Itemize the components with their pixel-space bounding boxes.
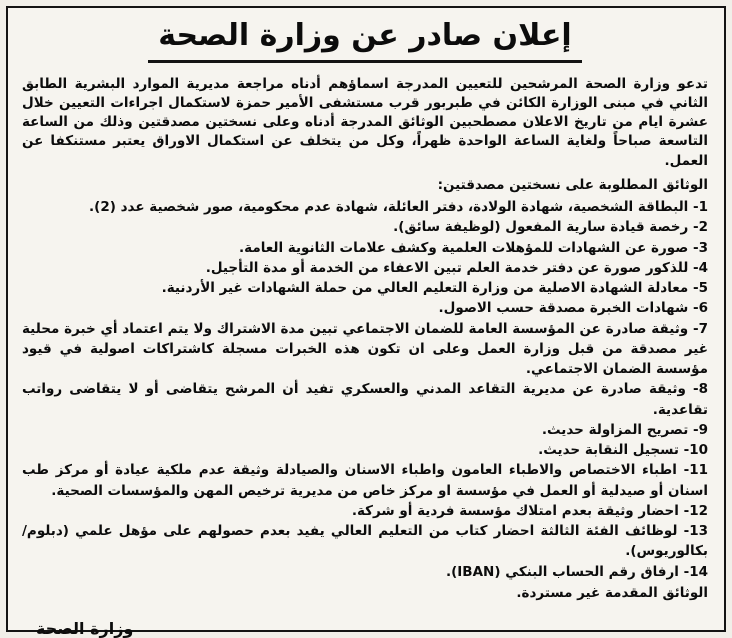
requirement-item: 8- وثيقة صادرة عن مديرية التقاعد المدني والعسكري تفيد أن المرشح يتقاضى أو لا يتقاضى رواتب تقاعدية. — [22, 381, 708, 418]
requirement-item: 14- ارفاق رقم الحساب البنكي (IBAN). — [445, 563, 708, 580]
requirement-item: 4- للذكور صورة عن دفتر خدمة العلم تبين الاعفاء من الخدمة أو مدة التأجيل. — [205, 259, 708, 276]
ministry-signature: وزارة الصحة — [36, 619, 134, 638]
requirement-item: 1- البطاقة الشخصية، شهادة الولادة، دفتر العائلة، شهادة عدم محكومية، صور شخصية عدد (2). — [89, 199, 708, 216]
requirement-item: 12- احضار وثيقة بعدم امتلاك مؤسسة فردية أو شركة. — [351, 502, 708, 519]
announcement-title: إعلان صادر عن وزارة الصحة — [148, 18, 581, 63]
title-wrap — [22, 18, 708, 63]
closing-note: الوثائق المقدمة غير مستردة. — [516, 584, 708, 601]
requirement-item: 2- رخصة قيادة سارية المفعول (لوظيفة سائق). — [393, 219, 708, 236]
requirement-item: 3- صورة عن الشهادات للمؤهلات العلمية وكشف علامات الثانوية العامة. — [239, 239, 708, 256]
requirement-item: 10- تسجيل النقابة حديث. — [538, 442, 708, 459]
announcement-page — [6, 6, 726, 638]
requirement-item: 6- شهادات الخبرة مصدقة حسب الاصول. — [438, 300, 708, 317]
intro-paragraph: تدعو وزارة الصحة المرشحين للتعيين المدرجة اسماؤهم أدناه مراجعة مديرية الموارد البشرية الطابق الثاني في مبنى الوزارة الكائن في طبربور قرب مستشفى الأمير حمزة لاستكمال اجراءات التعيين خلال عشرة ايام من تاريخ الاعلان مصطحبين الوثائق المدرجة أدناه وعلى نسختين مصدقتين وذلك من الساعة التاسعة صباحاً ولغاية الساعة الواحدة ظهراً، وكل من يتخلف عن استكمال الاوراق يعتبر مستنكفا عن العمل. — [22, 76, 708, 169]
requirement-item: 13- لوظائف الفئة الثالثة احضار كتاب من التعليم العالي يفيد بعدم حصولهم على مؤهل علمي (دبلوم/ بكالوريوس). — [22, 523, 708, 560]
requirement-item: 5- معادلة الشهادة الاصلية من وزارة التعليم العالي من حملة الشهادات غير الأردنية. — [161, 280, 708, 297]
requirement-item: 7- وثيقة صادرة عن المؤسسة العامة للضمان الاجتماعي تبين مدة الاشتراك ولا يتم اعتماد أي خبرة محلية غير مصدقة من قبل وزارة العمل وعلى ان تكون هذه الخبرات مسجلة كاشتراكات اصولية في قيود مؤسسة الضمان الاجتماعي. — [22, 320, 708, 378]
required-docs-heading: الوثائق المطلوبة على نسختين مصدقتين: — [437, 176, 708, 193]
requirement-item: 11- اطباء الاختصاص والاطباء العامون واطباء الاسنان والصيادلة وثيقة عدم ملكية عيادة أو مركز طب اسنان أو صيدلية أو العمل في مؤسسة او مركز خاص من مديرية ترخيص المهن والمؤسسات الصحية. — [22, 462, 708, 499]
requirement-item: 9- تصريح المزاولة حديث. — [541, 421, 708, 438]
